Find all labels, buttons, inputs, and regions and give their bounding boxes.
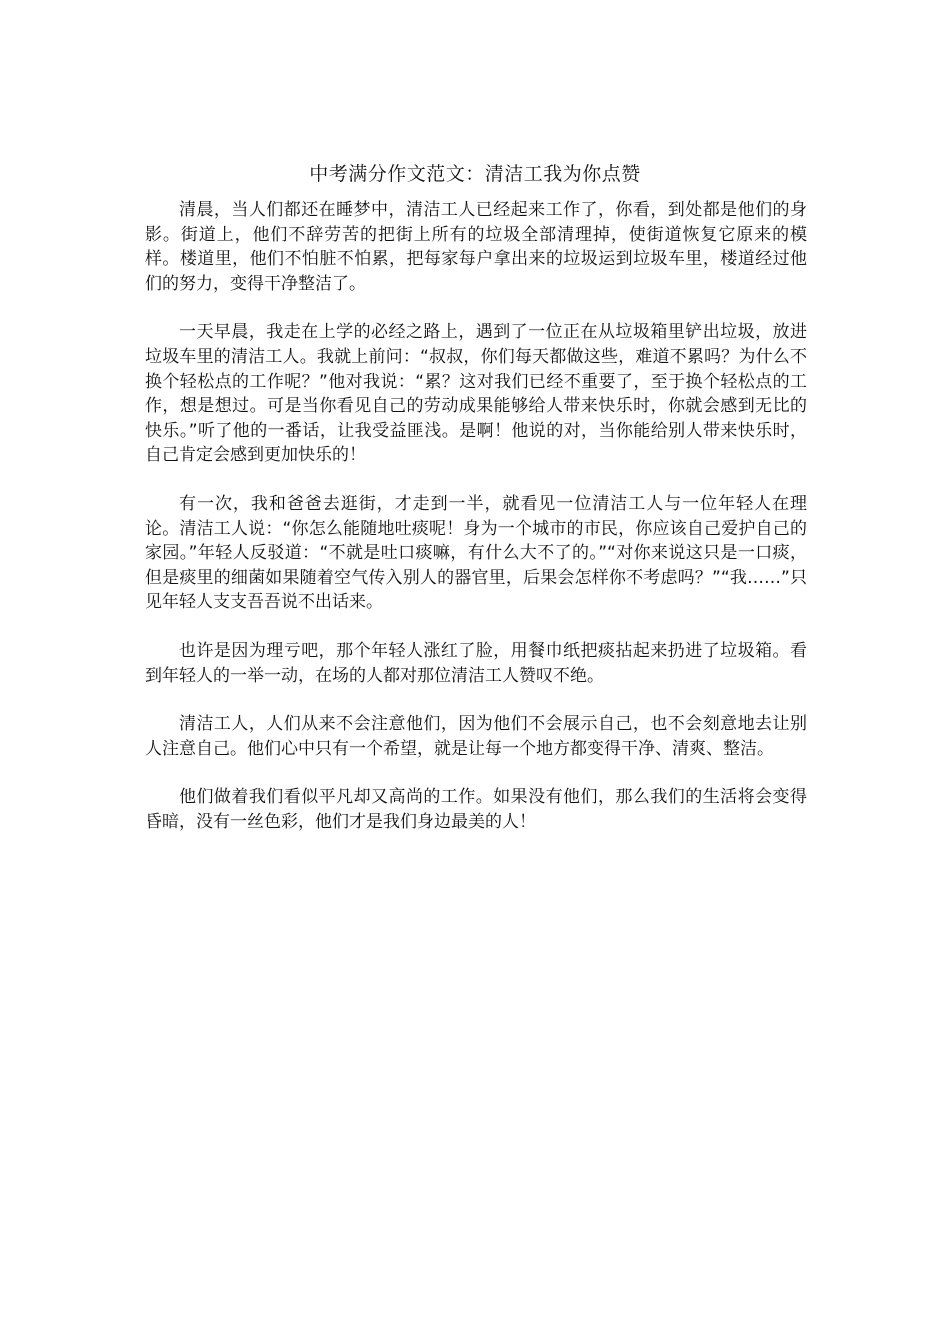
paragraph-5: 清洁工人，人们从来不会注意他们，因为他们不会展示自己，也不会刻意地去让别人注意自己。他们心中只有一个希望，就是让每一个地方都变得干净、清爽、整洁。 xyxy=(145,714,807,759)
paragraph-2: 一天早晨，我走在上学的必经之路上，遇到了一位正在从垃圾箱里铲出垃圾，放进垃圾车里的清洁工人。我就上前问：“叔叔，你们每天都做这些，难道不累吗？为什么不换个轻松点的工作呢？”他对我说：“累？这对我们已经不重要了，至于换个轻松点的工作，想是想过。可是当你看见自己的劳动成果能够给人带来快乐时，你就会感到无比的快乐。”听了他的一番话，让我受益匪浅。是啊！他说的对，当你能给别人带来快乐时，自己肯定会感到更加快乐的！ xyxy=(145,322,807,466)
paragraph-3: 有一次，我和爸爸去逛街，才走到一半，就看见一位清洁工人与一位年轻人在理论。清洁工人说：“你怎么能随地吐痰呢！身为一个城市的市民，你应该自己爱护自己的家园。”年轻人反驳道：“不就是吐口痰嘛，有什么大不了的。”“对你来说这只是一口痰，但是痰里的细菌如果随着空气传入别人的器官里，后果会怎样你不考虑吗？”“我……”只见年轻人支支吾吾说不出话来。 xyxy=(145,493,807,613)
document-body xyxy=(145,198,807,858)
paragraph-1: 清晨，当人们都还在睡梦中，清洁工人已经起来工作了，你看，到处都是他们的身影。街道上，他们不辞劳苦的把街上所有的垃圾全部清理掉，使街道恢复它原来的模样。楼道里，他们不怕脏不怕累，把每家每户拿出来的垃圾运到垃圾车里，楼道经过他们的努力，变得干净整洁了。 xyxy=(145,200,807,294)
paragraph-4: 也许是因为理亏吧，那个年轻人涨红了脸，用餐巾纸把痰拈起来扔进了垃圾箱。看到年轻人的一举一动，在场的人都对那位清洁工人赞叹不绝。 xyxy=(145,640,807,686)
document-title: 中考满分作文范文：清洁工我为你点赞 xyxy=(309,163,641,185)
paragraph-6: 他们做着我们看似平凡却又高尚的工作。如果没有他们，那么我们的生活将会变得昏暗，没有一丝色彩，他们才是我们身边最美的人！ xyxy=(145,787,807,832)
